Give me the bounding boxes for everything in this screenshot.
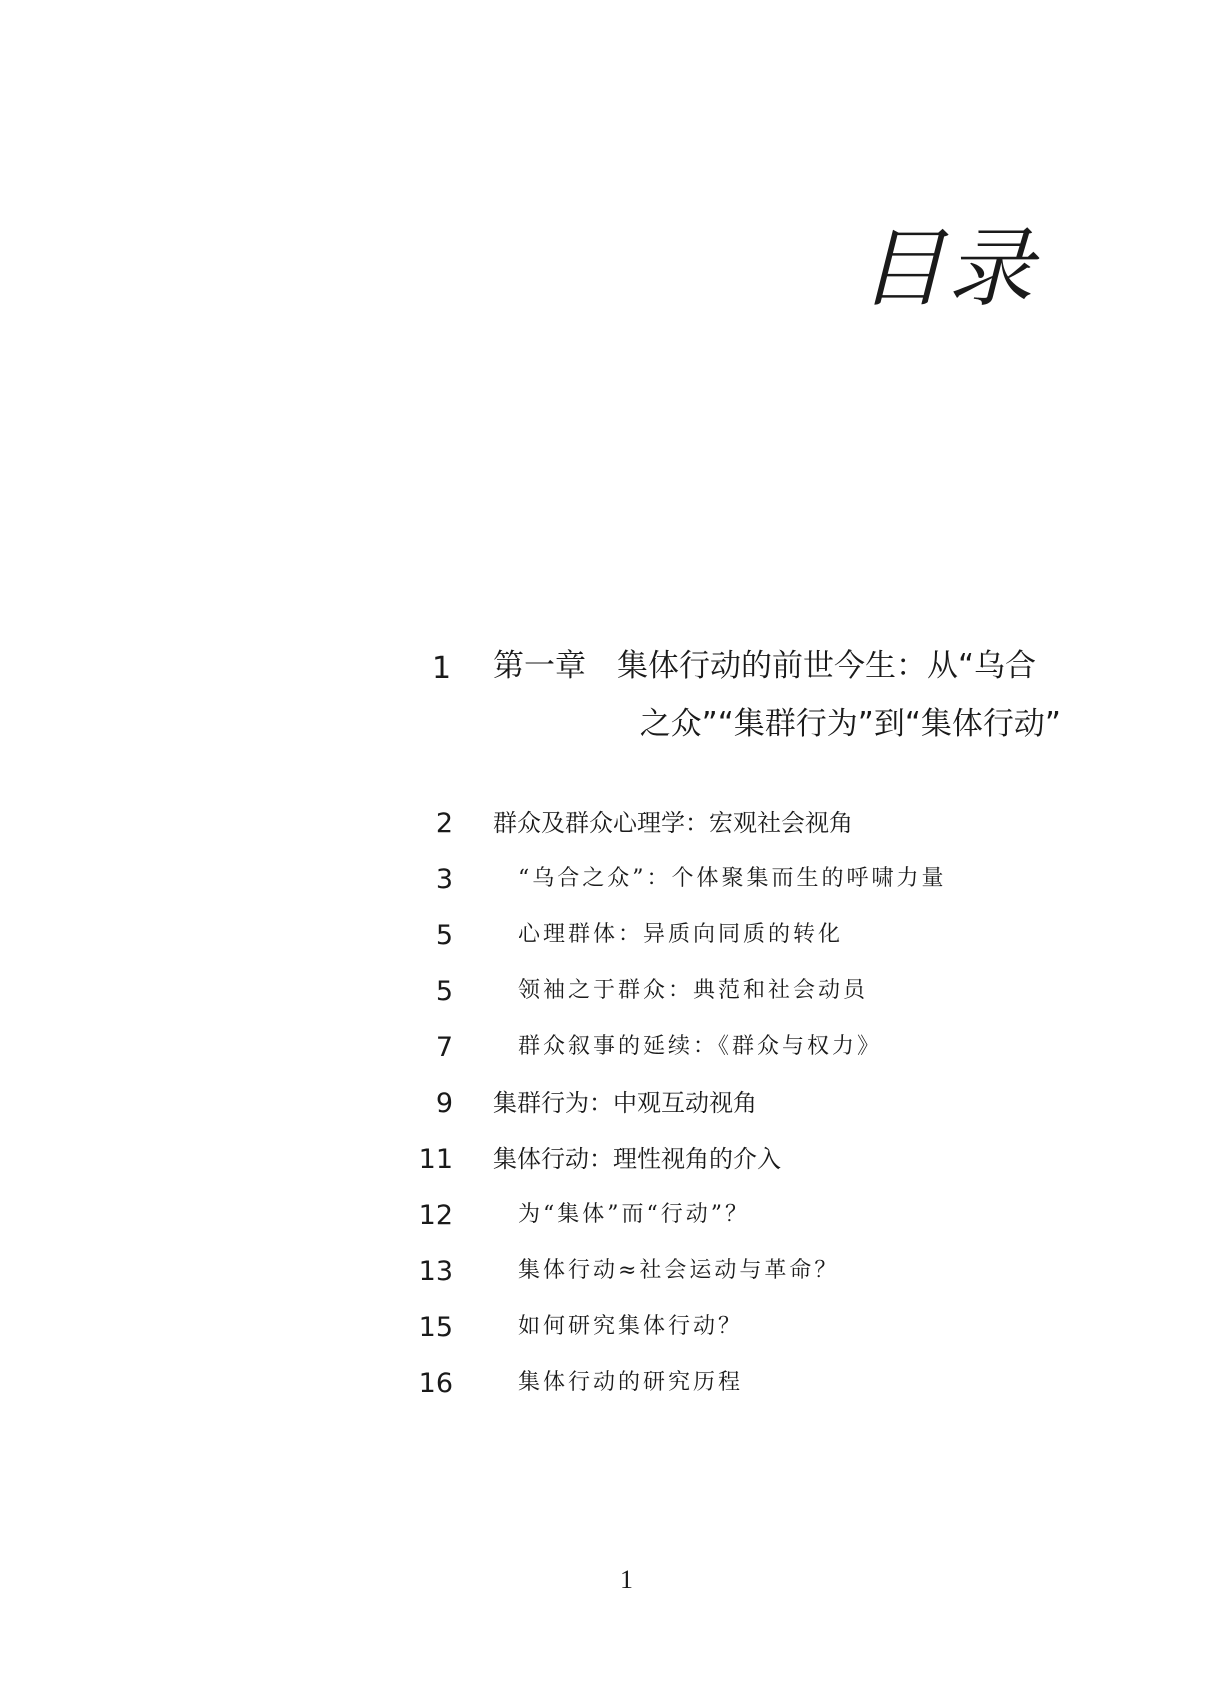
toc-entry-title: 为“集体”而“行动”？	[518, 1202, 750, 1227]
toc-entry-page: 12	[418, 1200, 453, 1231]
toc-entry-title: “乌合之众”：个体聚集而生的呼啸力量	[518, 866, 947, 891]
toc-entry-page: 3	[435, 864, 453, 895]
toc-entry[interactable]	[0, 1034, 1213, 1074]
toc-entry-page: 7	[435, 1032, 453, 1063]
toc-entry-page: 5	[435, 920, 453, 951]
toc-entry-page: 13	[418, 1256, 453, 1287]
toc-entry-title: 集群行为：中观互动视角	[493, 1089, 757, 1117]
toc-entry-page: 9	[435, 1088, 453, 1119]
chapter-title-line-2[interactable]: 之众”“集群行为”到“集体行动”	[639, 706, 1061, 742]
toc-entry-title: 领袖之于群众：典范和社会动员	[518, 978, 869, 1003]
toc-entry[interactable]	[0, 1202, 1213, 1242]
toc-entry[interactable]	[0, 1090, 1213, 1130]
toc-entry-page: 11	[418, 1144, 453, 1175]
toc-entry[interactable]	[0, 1314, 1213, 1354]
toc-entry-title: 集体行动：理性视角的介入	[493, 1145, 781, 1173]
toc-entry[interactable]	[0, 810, 1213, 850]
toc-entry-page: 16	[418, 1368, 453, 1399]
toc-entry[interactable]	[0, 1258, 1213, 1298]
toc-entry-title: 群众叙事的延续：《群众与权力》	[518, 1034, 883, 1059]
toc-entry-title: 心理群体：异质向同质的转化	[518, 922, 844, 947]
toc-entry[interactable]	[0, 922, 1213, 962]
toc-entry-title: 集体行动≈社会运动与革命？	[518, 1258, 840, 1283]
page-number: 1	[620, 1565, 633, 1594]
page-title: 目录	[859, 219, 1035, 319]
toc-entry[interactable]	[0, 866, 1213, 906]
chapter-title-line-1[interactable]: 第一章 集体行动的前世今生：从“乌合	[493, 648, 1037, 684]
toc-entry-title: 群众及群众心理学：宏观社会视角	[493, 809, 853, 837]
toc-entry-page: 5	[435, 976, 453, 1007]
toc-entry-title: 如何研究集体行动？	[518, 1314, 744, 1339]
toc-entry-page: 15	[418, 1312, 453, 1343]
toc-entry[interactable]	[0, 978, 1213, 1018]
toc-entry[interactable]	[0, 1370, 1213, 1410]
toc-entry-title: 集体行动的研究历程	[518, 1370, 744, 1395]
toc-entry-page: 2	[435, 808, 453, 839]
toc-entry[interactable]	[0, 1146, 1213, 1186]
chapter-page-number: 1	[432, 651, 452, 686]
